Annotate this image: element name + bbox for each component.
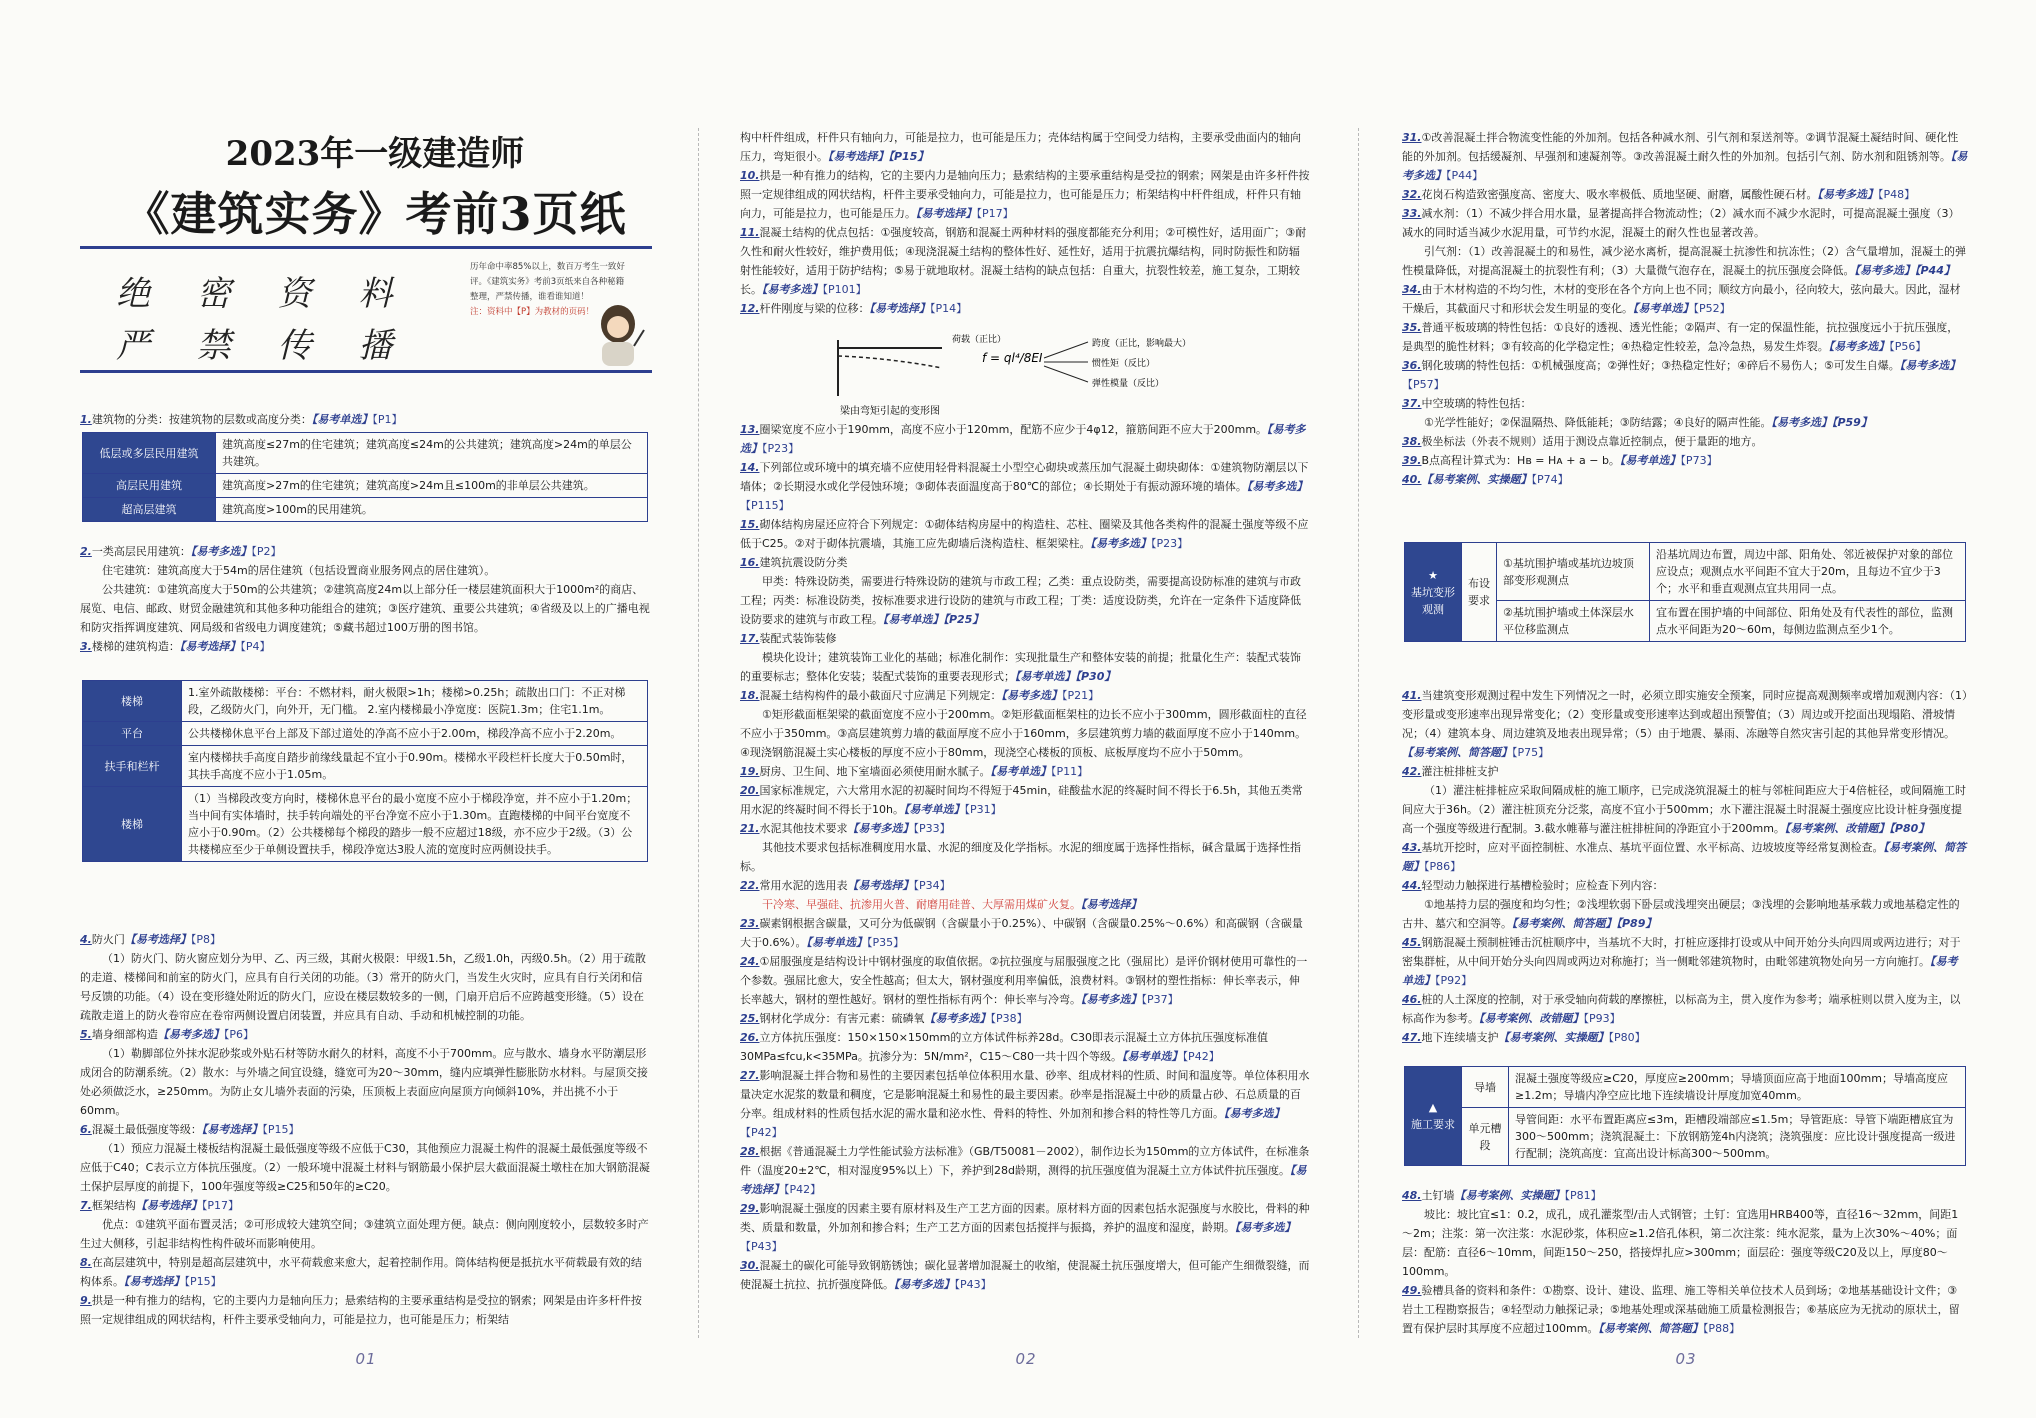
note-text: 历年命中率85%以上，数百万考生一致好评。《建筑实务》考前3页纸来自各种秘籍整理，严禁传播，谁看谁知道！ xyxy=(470,262,625,302)
beam-deflection-diagram xyxy=(830,322,1230,418)
column-divider-1 xyxy=(698,128,699,1338)
items-13-30: 13.圈梁宽度不应小于190mm，高度不应小于120mm，配筋不应少于4φ12，箍筋间距不应大于200mm。【易考多选】【P23】 14.下列部位或环境中的填充墙不应使用轻骨料混凝土小型空心砌块或蒸压加气混凝土砌块砌体：①建筑物防潮层以下墙体；②长期浸水或化学侵蚀环境；③砌体表面温度高于80℃的部位；④长期处于有振动源环境的墙体。【易考多选】【P115】 15.砌体结构房屋还应符合下列规定：①砌体结构房屋中的构造柱、芯柱、圈梁及其他各类构件的混凝土强度等级不应低于C25。②对于砌体抗震墙，其施工应先砌墙后浇构造柱、框架梁柱。【易考多选】【P23】 16.建筑抗震设防分类 甲类：特殊设防类，需要进行特殊设防的建筑与市政工程；乙类：重点设防类，需要提高设防标准的建筑与市政工程；丙类：标准设防类，按标准要求进行设防的建筑与市政工程；丁类：适度设防类，允许在一定条件下适度降低设防要求的建筑与市政工程。【易考单选】【P25】 17.装配式装饰装修 模块化设计；建筑装饰工业化的基础；标准化制作：实现批量生产和整体安装的前提；批量化生产：装配式装饰的重要标志；整体化安装；装配式装饰的重要表现形式；【易考单选】【P30】 18.混凝土结构构件的最小截面尺寸应满足下列规定：【易考多选】【P21】 ①矩形截面框架梁的截面宽度不应小于200mm。②矩形截面框架柱的边长不应小于300mm，圆形截面柱的直径不应小于350mm。③高层建筑剪力墙的截面厚度不应小于160mm，多层建筑剪力墙的截面厚度不应小于140mm。④现浇钢筋混凝土实心楼板的厚度不应小于80mm，现浇空心楼板的顶板、底板厚度均不应小于50mm。 19.厨房、卫生间、地下室墙面必须使用耐水腻子。【易考单选】【P11】 20.国家标准规定，六大常用水泥的初凝时间均不得短于45min，硅酸盐水泥的终凝时间不得长于6.5h，其他五类常用水泥的终凝时间不得长于10h。【易考单选】【P31】 21.水泥其他技术要求【易考多选】【P33】 其他技术要求包括标准稠度用水量、水泥的细度及化学指标。水泥的细度属于选择性指标，碱含量属于选择性指标。 22.常用水泥的选用表【易考选择】【P34】 干冷寒、早强硅、抗渗用火普、耐磨用硅普、大厚需用煤矿火复。【易考选择】 23.碳素钢根据含碳量，又可分为低碳钢（含碳量小于0.25%）、中碳钢（含碳量0.25%～0.6%）和高碳钢（含碳量大于0.6%）。【易考单选】【P35】 24.①屈服强度是结构设计中钢材强度的取值依据。②抗拉强度与屈服强度之比（强屈比）是评价钢材使用可靠性的一个参数。强屈比愈大，安全性越高；但太大，钢材强度利用率偏低，浪费材料。③钢材的塑性指标：伸长率表示，伸长率越大，钢材的塑性越好。钢材的塑性指标有两个：伸长率与冷弯。【易考多选】【P37】 25.钢材化学成分：有害元素：硫磷氧【易考多选】【P38】 26.立方体抗压强度：150×150×150mm的立方体试件标养28d。C30即表示混凝土立方体抗压强度标准值30MPa≤fcu,k<35MPa。抗渗分为：5N/mm²，C15～C80一共十四个等级。【易考单选】【P42】 27.影响混凝土拌合物和易性的主要因素包括单位体积用水量、砂率、组成材料的性质、时间和温度等。单位体积用水量决定水泥浆的数量和稠度，它是影响混凝土和易性的最主要因素。砂率是指混凝土中砂的质量占砂、石总质量的百分率。组成材料的性质包括水泥的需水量和泌水性、骨料的特性、外加剂和掺合料的特性等几方面。【易考多选】【P42】 28.根据《普通混凝土力学性能试验方法标准》（GB/T50081－2002），制作边长为150mm的立方体试件，在标准条件（温度20±2℃，相对湿度95%以上）下，养护到28d龄期，测得的抗压强度值为混凝土立方体试件抗压强度。【易考选择】【P42】 29.影响混凝土强度的因素主要有原材料及生产工艺方面的因素。原材料方面的因素包括水泥强度与水胶比，骨料的种类、质量和数量，外加剂和掺合料；生产工艺方面的因素包括搅拌与振捣，养护的温度和湿度，龄期。【易考多选】【P43】 30.混凝土的碳化可能导致钢筋锈蚀；碳化显著增加混凝土的收缩，使混凝土抗压强度增大，但可能产生细微裂缝，而使混凝土抗拉、抗折强度降低。【易考多选】【P43】 xyxy=(740,423,1310,1291)
span-label: 跨度（正比，影响最大） xyxy=(1092,339,1192,349)
building-height-table: 低层或多层民用建筑 建筑高度≤27m的住宅建筑；建筑高度≤24m的公共建筑；建筑高度>24m的单层公共建筑。 高层民用建筑 建筑高度>27m的住宅建筑；建筑高度>24m且≤100m的非单层公共建筑。 超高层建筑 建筑高度>100m的民用建筑。 xyxy=(82,432,648,522)
modulus-label: 弹性模量（反比） xyxy=(1092,379,1165,389)
doc-title-line1: 2023年一级建造师 xyxy=(225,134,525,174)
pit-deformation-table: ★ 基坑变形观测 布设要求 ①基坑围护墙或基坑边坡顶部变形观测点 沿基坑周边布置，周边中部、阳角处、邻近被保护对象的部位应设点；观测点水平间距不宜大于20m，且每边不宜少于3个；水平和垂直观测点宜共用同一点。 ②基坑围护墙或土体深层水平位移监测点 宜布置在围护墙的中间部位、阳角处及有代表性的部位，监测点水平间距为20～60m，每侧边监测点至少1个。 xyxy=(1404,542,1966,642)
pointer-line-span xyxy=(1044,342,1088,358)
load-label: 荷载（正比） xyxy=(952,335,1007,345)
diaphragm-wall-table: ▲ 施工要求 导墙 混凝土强度等级应≥C20，厚度应≥200mm；导墙顶面应高于地面100mm；导墙高度应≥1.2m；导墙内净空应比地下连续墙设计厚度加宽40mm。 单元槽段 导管间距：水平布置距离应≤3m，距槽段端部应≤1.5m；导管距底：导管下端距槽底宜为300～500mm；浇筑混凝土：下放钢筋笼4h内浇筑；浇筑强度：应比设计强度提高一级进行配制；浇筑高度：宜高出设计标高300～500mm。 xyxy=(1404,1066,1966,1166)
star-icon: ★ xyxy=(1428,568,1438,582)
stamp-line2: 严 禁 传 播 xyxy=(116,326,411,366)
pointer-line-modulus xyxy=(1044,366,1088,382)
stair-table: 楼梯 1.室外疏散楼梯：平台：不燃材料，耐火极限>1h；楼梯>0.25h；疏散出口门：不正对梯段，乙级防火门，向外开，无门槛。 2.室内楼梯最小净宽度：医院1.3m；住宅1.1m。 平台 公共楼梯休息平台上部及下部过道处的净高不应小于2.00m，梯段净高不应小于2.20m。 扶手和栏杆 室内楼梯扶手高度自踏步前缘线量起不宜小于0.90m。楼梯水平段栏杆长度大于0.50m时，其扶手高度不应小于1.05m。 楼梯 （1）当梯段改变方向时，楼梯休息平台的最小宽度不应小于梯段净宽，并不应小于1.20m；当中间有实体墙时，扶手转向端处的平台净宽不应小于1.30m。直跑楼梯的中间平台宽度不应小于0.90m。（2）公共楼梯每个梯段的踏步一般不应超过18级，亦不应少于2级。（3）公共楼梯应至少于单侧设置扶手，梯段净宽达3股人流的宽度时应两侧设扶手。 xyxy=(82,680,648,862)
column-divider-2 xyxy=(1358,128,1359,1338)
deflection-curve xyxy=(838,356,942,368)
page-column-3 xyxy=(1402,0,1968,1418)
inertia-label: 惯性矩（反比） xyxy=(1092,359,1156,369)
items-31-40: 31.①改善混凝土拌合物流变性能的外加剂。包括各种减水剂、引气剂和泵送剂等。②调节混凝土凝结时间、硬化性能的外加剂。包括缓凝剂、早强剂和速凝剂等。③改善混凝土耐久性的外加剂。包括引气剂、防水剂和阻锈剂等。【易考多选】【P44】 32.花岗石构造致密强度高、密度大、吸水率极低、质地坚硬、耐磨，属酸性硬石材。【易考多选】【P48】 33.减水剂：（1）不减少拌合用水量，显著提高拌合物流动性；（2）减水而不减少水泥时，可提高混凝土强度（3）减水的同时适当减少水泥用量，可节约水泥，混凝土的耐久性也显著改善。 引气剂：（1）改善混凝土的和易性，减少泌水离析，提高混凝土抗渗性和抗冻性；（2）含气量增加，混凝土的弹性模量降低，对提高混凝土的抗裂性有利；（3）大量微气泡存在，混凝土的抗压强度会降低。【易考多选】【P44】 34.由于木材构造的不均匀性，木材的变形在各个方向上也不同；顺纹方向最小，径向较大，弦向最大。因此，湿材干燥后，其截面尺寸和形状会发生明显的变化。【易考单选】【P52】 35.普通平板玻璃的特性包括：①良好的透视、透光性能；②隔声、有一定的保温性能，抗拉强度远小于抗压强度，是典型的脆性材料；③有较高的化学稳定性；④热稳定性较差，急冷急热，易发生炸裂。【易考多选】【P56】 36.钢化玻璃的特性包括：①机械强度高；②弹性好；③热稳定性好；④碎后不易伤人；⑤可发生自爆。【易考多选】【P57】 37.中空玻璃的特性包括： ①光学性能好；②保温隔热、降低能耗；③防结露；④良好的隔声性能。【易考多选】【P59】 38.极坐标法（外表不规则）适用于测设点靠近控制点，便于量距的地方。 39.B点高程计算式为：Hв = Hᴀ + a − b。【易考单选】【P73】 40.【易考案例、实操题】【P74】 xyxy=(1402,131,1968,486)
page-number-1: 01 xyxy=(355,1350,377,1368)
page-number-3: 03 xyxy=(1675,1350,1697,1368)
item-1: 1.建筑物的分类：按建筑物的层数或高度分类：【易考单选】【P1】 xyxy=(80,413,403,426)
doc-title-line2: 《建筑实务》考前3页纸 xyxy=(123,187,627,241)
page-number-2: 02 xyxy=(1015,1350,1037,1368)
items-4-9: 4.防火门【易考选择】【P8】 （1）防火门、防火窗应划分为甲、乙、丙三级，其耐火极限：甲级1.5h，乙级1.0h，丙级0.5h。（2）用于疏散的走道、楼梯间和前室的防火门，应具有自行关闭的功能。（3）常开的防火门，当发生火灾时，应具有自行关闭和信号反馈的功能。（4）设在变形缝处附近的防火门，应设在楼层数较多的一侧，门扇开启后不应跨越变形缝。（5）设在疏散走道上的防火卷帘应在卷帘两侧设置启闭装置，并应具有自动、手动和机械控制的功能。 5.墙身细部构造【易考多选】【P6】 （1）勒脚部位外抹水泥砂浆或外贴石材等防水耐久的材料，高度不小于700mm。应与散水、墙身水平防潮层形成闭合的防潮系统。（2）散水：与外墙之间宜设缝，缝宽可为20～30mm，缝内应填弹性膨胀防水材料。与屋顶交接处必须做泛水，≥250mm。为防止女儿墙外表面的污染，压顶板上表面应向屋顶方向倾斜10%，并出挑不小于60mm。 6.混凝土最低强度等级：【易考选择】【P15】 （1）预应力混凝土楼板结构混凝土最低强度等级不应低于C30，其他预应力混凝土构件的混凝土最低强度等级不应低于C40；C表示立方体抗压强度。（2）一般环境中混凝土材料与钢筋最小保护层大截面混凝土墩柱在加大钢筋混凝土保护层厚度的前提下，100年强度等级≥C25和50年的≥C20。 7.框架结构【易考选择】【P17】 优点：①建筑平面布置灵活；②可形成较大建筑空间；③建筑立面处理方便。缺点：侧向刚度较小，层数较多时产生过大侧移，引起非结构性构件破坏而影响使用。 8.在高层建筑中，特别是超高层建筑中，水平荷载愈来愈大，起着控制作用。筒体结构便是抵抗水平荷载最有效的结构体系。【易考选择】【P15】 9.拱是一种有推力的结构，它的主要内力是轴向压力；悬索结构的主要承重结构是受拉的钢索；网架是由许多杆件按照一定规律组成的网状结构，杆件主要承受轴向力，可能是拉力，也可能是压力；桁架结 xyxy=(80,933,650,1326)
items-10-12: 构中杆件组成，杆件只有轴向力，可能是拉力，也可能是压力；壳体结构属于空间受力结构，主要承受曲面内的轴向压力，弯矩很小。【易考选择】【P15】 10.拱是一种有推力的结构，它的主要内力是轴向压力；悬索结构的主要承重结构是受拉的钢索；网架是由许多杆件按照一定规律组成的网状结构，杆件主要承受轴向力，可能是拉力，也可能是压力；桁架结构中杆件组成，杆件只有轴向力，可能是拉力，也可能是压力。【易考选择】【P17】 11.混凝土结构的优点包括：①强度较高，钢筋和混凝土两种材料的强度都能充分利用；②可模性好，适用面广；③耐久性和耐火性较好，维护费用低；④现浇混凝土结构的整体性好、延性好，适用于抗震抗爆结构，同时防振性和防辐射性能较好，适用于防护结构；⑤易于就地取材。混凝土结构的缺点包括：自重大，抗裂性较差，施工复杂，工期较长。【易考多选】【P101】 12.杆件刚度与梁的位移：【易考选择】【P14】 xyxy=(740,131,1310,315)
diagram-caption: 梁由弯矩引起的变形图 xyxy=(840,406,940,417)
page-column-2 xyxy=(740,0,1310,1418)
title-divider xyxy=(80,246,652,249)
page-column-1 xyxy=(80,0,652,1418)
items-41-47: 41.当建筑变形观测过程中发生下列情况之一时，必须立即实施安全预案，同时应提高观测频率或增加观测内容：（1）变形量或变形速率出现异常变化；（2）变形量或变形速率达到或超出预警值；（3）周边或开挖面出现塌陷、滑坡情况；（4）建筑本身、周边建筑及地表出现异常；（5）由于地震、暴雨、冻融等自然灾害引起的其他异常变形情况。【易考案例、简答题】【P75】 42.灌注桩排桩支护 （1）灌注桩排桩应采取间隔成桩的施工顺序，已完成浇筑混凝土的桩与邻桩间距应大于4倍桩径，或间隔施工时间应大于36h。（2）灌注桩顶充分泛浆，高度不宜小于500mm；水下灌注混凝土时混凝土强度应比设计桩身强度提高一个强度等级进行配制。3.截水帷幕与灌注桩排桩间的净距宜小于200mm。【易考案例、改错题】【P80】 43.基坑开挖时，应对平面控制桩、水准点、基坑平面位置、水平标高、边坡坡度等经常复测检查。【易考案例、简答题】【P86】 44.轻型动力触探进行基槽检验时；应检查下列内容： ①地基持力层的强度和均匀性；②浅埋软弱下卧层或浅埋突出硬层；③浅埋的会影响地基承载力或地基稳定性的古井、墓穴和空洞等。【易考案例、简答题】【P89】 45.钢筋混凝土预制桩锤击沉桩顺序中，当基坑不大时，打桩应逐排打设或从中间开始分头向四周或两边进行；对于密集群桩，从中间开始分头向四周或两边对称施打；当一侧毗邻建筑物时，由毗邻建筑物处向另一方向施打。【易考单选】【P92】 46.桩的人土深度的控制，对于承受轴向荷载的摩擦桩，以标高为主，贯入度作为参考；端承桩则以贯入度为主，以标高作为参考。【易考案例、改错题】【P93】 47.地下连续墙支护【易考案例、实操题】【P80】 xyxy=(1402,689,1968,1044)
item-2: 2.一类高层民用建筑：【易考多选】【P2】 住宅建筑：建筑高度大于54m的居住建筑（包括设置商业服务网点的居住建筑）。 公共建筑：①建筑高度大于50m的公共建筑；②建筑高度24m以上部分任一楼层建筑面积大于1000m²的商店、展览、电信、邮政、财贸金融建筑和其他多种功能组合的建筑；③医疗建筑、重要公共建筑；④省级及以上的广播电视和防灾指挥调度建筑、网局级和省级电力调度建筑；⑤藏书超过100万册的图书馆。 3.楼梯的建筑构造：【易考选择】【P4】 xyxy=(80,545,650,653)
note-mark: 注：资料中【P】为教材的页码！ xyxy=(470,307,595,317)
items-48-49: 48.土钉墙【易考案例、实操题】【P81】 坡比：坡比宜≤1：0.2，成孔，成孔灌浆型/击人式钢管；土钉：宜选用HRB400等，直径16～32mm，间距1～2m；注浆：第一次注浆：水泥砂浆，体积应≥1.2倍孔体积，第二次注浆：纯水泥浆，量为上次30%～40%；面层：配筋：直径6～10mm，间距150～250，搭接焊扎应>300mm；面层砼：强度等级C20及以上，厚度80～100mm。 49.验槽具备的资料和条件：①勘察、设计、建设、监理、施工等相关单位技术人员到场；②地基基础设计文件；③岩土工程勘察报告；④轻型动力触探记录；⑤地基处理或深基础施工质量检测报告；⑥基底应为无扰动的原状土，留置有保护层时其厚度不应超过100mm。【易考案例、简答题】【P88】 xyxy=(1402,1189,1960,1335)
deflection-formula: f = ql⁴/8EI xyxy=(982,351,1043,365)
stamp-line1: 绝 密 资 料 xyxy=(116,274,411,314)
triangle-icon: ▲ xyxy=(1428,1101,1438,1114)
header-bottom-divider xyxy=(80,370,652,373)
cartoon-girl-icon xyxy=(588,300,648,368)
